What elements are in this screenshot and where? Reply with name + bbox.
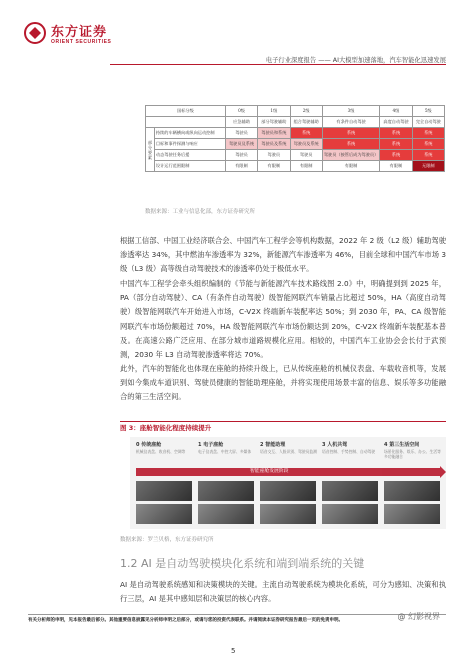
stage-desc: 场景化服务、娱乐、办公、生活等多功能融合	[384, 449, 441, 459]
table-header-cell: 3级	[322, 106, 379, 117]
table-cell: 驾驶员	[258, 150, 290, 161]
cockpit-evolution-figure	[130, 437, 446, 529]
table-cell: 有条件自动驾驶	[322, 117, 379, 128]
section-heading: 1.2 AI 是自动驾驶模块化系统和端到端系统的关键	[120, 557, 365, 570]
logo-text-en: ORIENT SECURITIES	[51, 39, 112, 45]
table-cell: 系统	[380, 139, 412, 150]
stage-item	[260, 441, 318, 454]
table-cell: 驾驶员	[290, 150, 322, 161]
table-header-row	[146, 106, 445, 117]
table-cell: 有限制	[225, 161, 257, 172]
table-cell: 系统	[412, 139, 444, 150]
stage-title: 1 电子座舱	[198, 442, 224, 448]
figure-title: 图 3：座舱智能化程度持续提升	[120, 424, 212, 432]
cockpit-photo	[322, 504, 378, 524]
table-row-label: 目标和事件探测与响应	[154, 139, 225, 150]
cockpit-photo	[260, 504, 316, 524]
table-cell: 驾驶员及系统	[290, 139, 322, 150]
body-paragraph: 此外，汽车的智能化也体现在座舱的持续升级上，已从传统座舱的机械仪表盘、车载收音机等，发展到如今集成车道识别、驾驶员健康的智能助理座舱，并将实现使用场景丰富的信息、娱乐等多功能融合的第三生活空间。	[120, 364, 446, 402]
table-cell: 高度自动驾驶	[380, 117, 412, 128]
stage-title: 4 第三生活空间	[384, 442, 420, 448]
cockpit-photo	[322, 481, 378, 501]
table-cell: 系统	[322, 139, 379, 150]
stage-item	[198, 441, 256, 454]
table-row-label: 设计运行范围限制	[154, 161, 225, 172]
body-paragraph: 中国汽车工程学会牵头组织编制的《节能与新能源汽车技术路线图 2.0》中，明确提到到 2025 年，PA（部分自动驾驶）、CA（有条件自动驾驶）级智能网联汽车销量占比超过 50%，HA（高度自动驾驶）级智能网联汽车开始进入市场，C-V2X 终端新车装配率达 50%；到 2030 年，PA、CA 级智能网联汽车市场份额超过 70%，HA 级智能网联汽车市场份额达到 20%，C-V2X 终端新车装配基本普及。在高速公路广泛应用、在部分城市道路规模化应用。相较的，中国汽车工业协会会长付于武预测，2030 年 L3 自动驾驶渗透率将达 70%。	[120, 279, 446, 360]
logo-mark-icon	[24, 22, 46, 44]
table-cell: 有限制	[380, 161, 412, 172]
stage-item	[384, 441, 442, 459]
stage-desc: 语音交互、人脸识别、驾驶员监测	[260, 449, 317, 454]
stage-title: 2 智能助理	[260, 442, 286, 448]
table-cell: 有限制	[258, 161, 290, 172]
table-cell: 系统	[290, 128, 322, 139]
table-row-label: 持续的车辆横向或纵向运动控制	[154, 128, 225, 139]
report-title: 电子行业深度报告 —— AI大模型加速落地，汽车智能化迅速发展	[265, 57, 446, 64]
table-row	[146, 150, 445, 161]
stage-desc: 机械仪表盘、收音机、空调等	[136, 449, 186, 454]
cockpit-photo	[260, 481, 316, 501]
figure-source: 数据来源：罗兰贝格，东方证券研究所	[120, 537, 214, 543]
table-row	[146, 128, 445, 139]
table-row-label: 动态驾驶任务后援	[154, 150, 225, 161]
cockpit-photo	[136, 481, 192, 501]
table-cell: 完全自动驾驶	[412, 117, 444, 128]
table-cell: 驾驶员及系统	[225, 139, 257, 150]
table-cell: 系统	[412, 128, 444, 139]
table-cell: 系统	[380, 128, 412, 139]
page-number: 5	[231, 647, 236, 655]
table-cell: 驾驶员和系统	[258, 128, 290, 139]
table-row	[146, 161, 445, 172]
table-cell: 系统	[380, 150, 412, 161]
table-cell: 系统	[322, 128, 379, 139]
company-logo	[24, 20, 134, 54]
footer-disclaimer: 有关分析师的申明，见本报告最后部分。其他重要信息披露见分析师申明之后部分，或请与您的投资代表联系。并请阅读本证券研究报告最后一页的免责申明。	[28, 618, 343, 623]
table-name-row	[146, 117, 445, 128]
table-cell: 驾驶员及系统	[258, 139, 290, 150]
table-cell: 有限制	[290, 161, 322, 172]
table-source: 数据来源：工业与信息化部，东方证券研究所	[145, 209, 256, 215]
stage-item	[136, 441, 194, 454]
body-paragraph: AI 是自动驾驶系统感知和决策模块的关键。主流自动驾驶系统为模块化系统，可分为感知、决策和执行三层，AI 是其中感知层和决策层的核心内容。	[120, 580, 446, 604]
table-cell: 有限制	[322, 161, 379, 172]
table-cell: 驾驶员（接管后成为驾驶员）	[322, 150, 379, 161]
table-header-cell: 国标分级	[146, 106, 226, 117]
table-cell: 部分驾驶辅助	[258, 117, 290, 128]
cockpit-photo	[198, 481, 254, 501]
stage-desc: 电子仪表盘、中控大屏、多媒体	[198, 449, 252, 454]
cockpit-photo	[384, 481, 440, 501]
cockpit-photo	[198, 504, 254, 524]
table-header-cell: 0级	[225, 106, 257, 117]
stage-desc: 语音控制、手势控制、自动驾驶	[322, 449, 376, 454]
cockpit-photo	[136, 504, 192, 524]
arrow-label: 智能座舱发展阶段	[250, 469, 289, 474]
table-header-cell: 5级	[412, 106, 444, 117]
table-cell: 驾驶员	[225, 128, 257, 139]
table-cell	[146, 117, 226, 128]
header-divider	[110, 64, 446, 65]
table-cell: 应急辅助	[225, 117, 257, 128]
table-header-cell: 2级	[290, 106, 322, 117]
table-cell: 无限制	[412, 161, 444, 172]
stage-title: 3 人机共驾	[322, 442, 348, 448]
table-header-cell: 4级	[380, 106, 412, 117]
stage-title: 0 传统座舱	[136, 442, 162, 448]
table-section-label: 部分要素	[146, 128, 155, 172]
table-row	[146, 139, 445, 150]
table-cell: 组合驾驶辅助	[290, 117, 322, 128]
autonomy-level-table	[145, 105, 445, 172]
table-cell: 系统	[412, 150, 444, 161]
stage-item	[322, 441, 380, 454]
watermark: @ 幻影视界	[397, 612, 440, 621]
table-cell: 驾驶员	[225, 150, 257, 161]
cockpit-photo	[384, 504, 440, 524]
table-header-cell: 1级	[258, 106, 290, 117]
body-paragraph: 根据工信部、中国工业经济联合会、中国汽车工程学会等机构数据，2022 年 2 级（L2 级）辅助驾驶渗透率达 34%，其中燃油车渗透率为 32%，新能源汽车渗透率为 46%，目前全球和中国汽车市场 3 级（L3 级）高等级自动驾驶技术的渗透率仍处于极低水平。	[120, 236, 446, 274]
footer-divider	[28, 614, 446, 615]
logo-text-cn: 东方证券	[51, 25, 108, 40]
